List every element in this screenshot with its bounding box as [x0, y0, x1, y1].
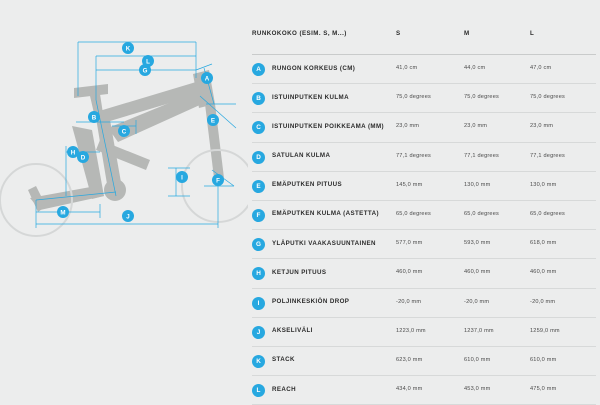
- svg-text:C: C: [121, 128, 127, 136]
- row-value-l: 47,0 cm: [530, 65, 552, 71]
- table-row: [252, 230, 596, 259]
- row-label: STACK: [272, 356, 295, 364]
- svg-text:D: D: [80, 154, 86, 162]
- table-row: [252, 376, 596, 405]
- row-key-badge: H: [252, 267, 265, 280]
- svg-text:B: B: [91, 114, 97, 122]
- callout-I: [176, 171, 188, 183]
- row-key-badge: F: [252, 209, 265, 222]
- geometry-illustration: [0, 0, 248, 400]
- row-value-l: 460,0 mm: [530, 269, 557, 276]
- row-value-s: 434,0 mm: [396, 386, 423, 393]
- table-row: [252, 113, 596, 142]
- svg-text:H: H: [70, 149, 76, 157]
- row-value-m: 130,0 mm: [464, 181, 491, 188]
- column-header-size-s: S: [396, 30, 401, 37]
- row-value-l: 475,0 mm: [530, 386, 557, 393]
- row-label: SATULAN KULMA: [272, 152, 331, 160]
- row-value-s: 145,0 mm: [396, 181, 423, 188]
- row-value-l: 75,0 degrees: [530, 94, 566, 101]
- row-value-l: 618,0 mm: [530, 240, 557, 247]
- table-row: [252, 289, 596, 318]
- svg-text:J: J: [126, 213, 130, 221]
- svg-text:F: F: [216, 177, 220, 185]
- row-label: KETJUN PITUUS: [272, 268, 327, 276]
- row-value-s: 23,0 mm: [396, 123, 420, 130]
- callout-K: [122, 42, 134, 54]
- row-value-l: 77,1 degrees: [530, 152, 566, 159]
- callout-J: [122, 210, 134, 222]
- row-key-badge: J: [252, 326, 265, 339]
- row-value-s: 41,0 cm: [396, 65, 418, 71]
- row-label: ISTUINPUTKEN POIKKEAMA (MM): [272, 122, 384, 130]
- table-row: [252, 201, 596, 230]
- callout-H: [67, 146, 79, 158]
- row-label: EMÄPUTKEN PITUUS: [272, 181, 342, 189]
- row-value-s: 623,0 mm: [396, 356, 423, 363]
- row-value-s: 77,1 degrees: [396, 152, 432, 159]
- row-key-badge: E: [252, 180, 265, 193]
- row-key-badge: D: [252, 151, 265, 164]
- row-key-badge: A: [252, 63, 265, 76]
- row-label: YLÄPUTKI VAAKASUUNTAINEN: [272, 239, 376, 247]
- bike-geometry-diagram: [0, 0, 248, 400]
- svg-text:M: M: [60, 209, 66, 217]
- callout-B: [88, 111, 100, 123]
- svg-text:G: G: [142, 67, 148, 75]
- row-value-m: 75,0 degrees: [464, 94, 500, 101]
- row-key-badge: C: [252, 121, 265, 134]
- column-header-size-l: L: [530, 30, 535, 37]
- row-label: RUNGON KORKEUS (CM): [272, 64, 356, 72]
- svg-text:L: L: [146, 58, 150, 66]
- row-value-s: -20,0 mm: [396, 298, 422, 305]
- table-row: [252, 172, 596, 201]
- row-label: POLJINKESKIÖN DROP: [272, 298, 350, 305]
- callout-M: [57, 206, 69, 218]
- row-key-badge: B: [252, 92, 265, 105]
- row-value-m: 77,1 degrees: [464, 152, 500, 159]
- table-row: [252, 55, 596, 84]
- row-key-badge: G: [252, 238, 265, 251]
- row-key-badge: L: [252, 384, 265, 397]
- svg-text:K: K: [125, 45, 131, 53]
- svg-text:A: A: [204, 75, 210, 83]
- row-value-s: 75,0 degrees: [396, 94, 432, 101]
- column-header-size-m: M: [464, 30, 470, 37]
- callout-F: [212, 174, 224, 186]
- callout-C: [118, 125, 130, 137]
- table-row: [252, 259, 596, 288]
- table-header-row: [252, 28, 596, 55]
- row-value-m: 44,0 cm: [464, 65, 486, 71]
- row-value-m: 65,0 degrees: [464, 210, 500, 217]
- table-row: [252, 84, 596, 113]
- row-value-m: 1237,0 mm: [464, 327, 494, 334]
- row-value-m: 453,0 mm: [464, 386, 491, 393]
- row-value-l: 610,0 mm: [530, 356, 557, 363]
- row-value-m: -20,0 mm: [464, 298, 490, 305]
- table-row: [252, 347, 596, 376]
- row-label: REACH: [272, 385, 297, 393]
- row-value-s: 1223,0 mm: [396, 327, 426, 334]
- row-value-m: 23,0 mm: [464, 123, 488, 130]
- row-value-m: 593,0 mm: [464, 240, 491, 247]
- callout-A: [201, 72, 213, 84]
- callout-E: [207, 114, 219, 126]
- row-key-badge: I: [252, 297, 265, 310]
- row-label: EMÄPUTKEN KULMA (ASTETTA): [272, 210, 379, 218]
- row-value-s: 65,0 degrees: [396, 210, 432, 217]
- bike-silhouette: [28, 67, 224, 212]
- row-value-l: 65,0 degrees: [530, 210, 566, 217]
- row-key-badge: K: [252, 355, 265, 368]
- row-value-s: 460,0 mm: [396, 269, 423, 276]
- callout-L: [142, 55, 154, 67]
- row-value-l: -20,0 mm: [530, 298, 556, 305]
- svg-text:I: I: [181, 174, 183, 182]
- row-value-l: 130,0 mm: [530, 181, 557, 188]
- svg-text:E: E: [210, 117, 216, 125]
- row-value-s: 577,0 mm: [396, 240, 423, 247]
- table-row: [252, 143, 596, 172]
- column-header-spec: RUNKOKOKO (ESIM. S, M...): [252, 30, 347, 37]
- row-value-m: 610,0 mm: [464, 356, 491, 363]
- geometry-spec-table: [252, 28, 596, 395]
- row-label: ISTUINPUTKEN KULMA: [272, 93, 349, 101]
- row-label: AKSELIVÄLI: [272, 327, 313, 335]
- table-row: [252, 318, 596, 347]
- row-value-l: 1259,0 mm: [530, 327, 560, 334]
- row-value-m: 460,0 mm: [464, 269, 491, 276]
- row-value-l: 23,0 mm: [530, 123, 554, 130]
